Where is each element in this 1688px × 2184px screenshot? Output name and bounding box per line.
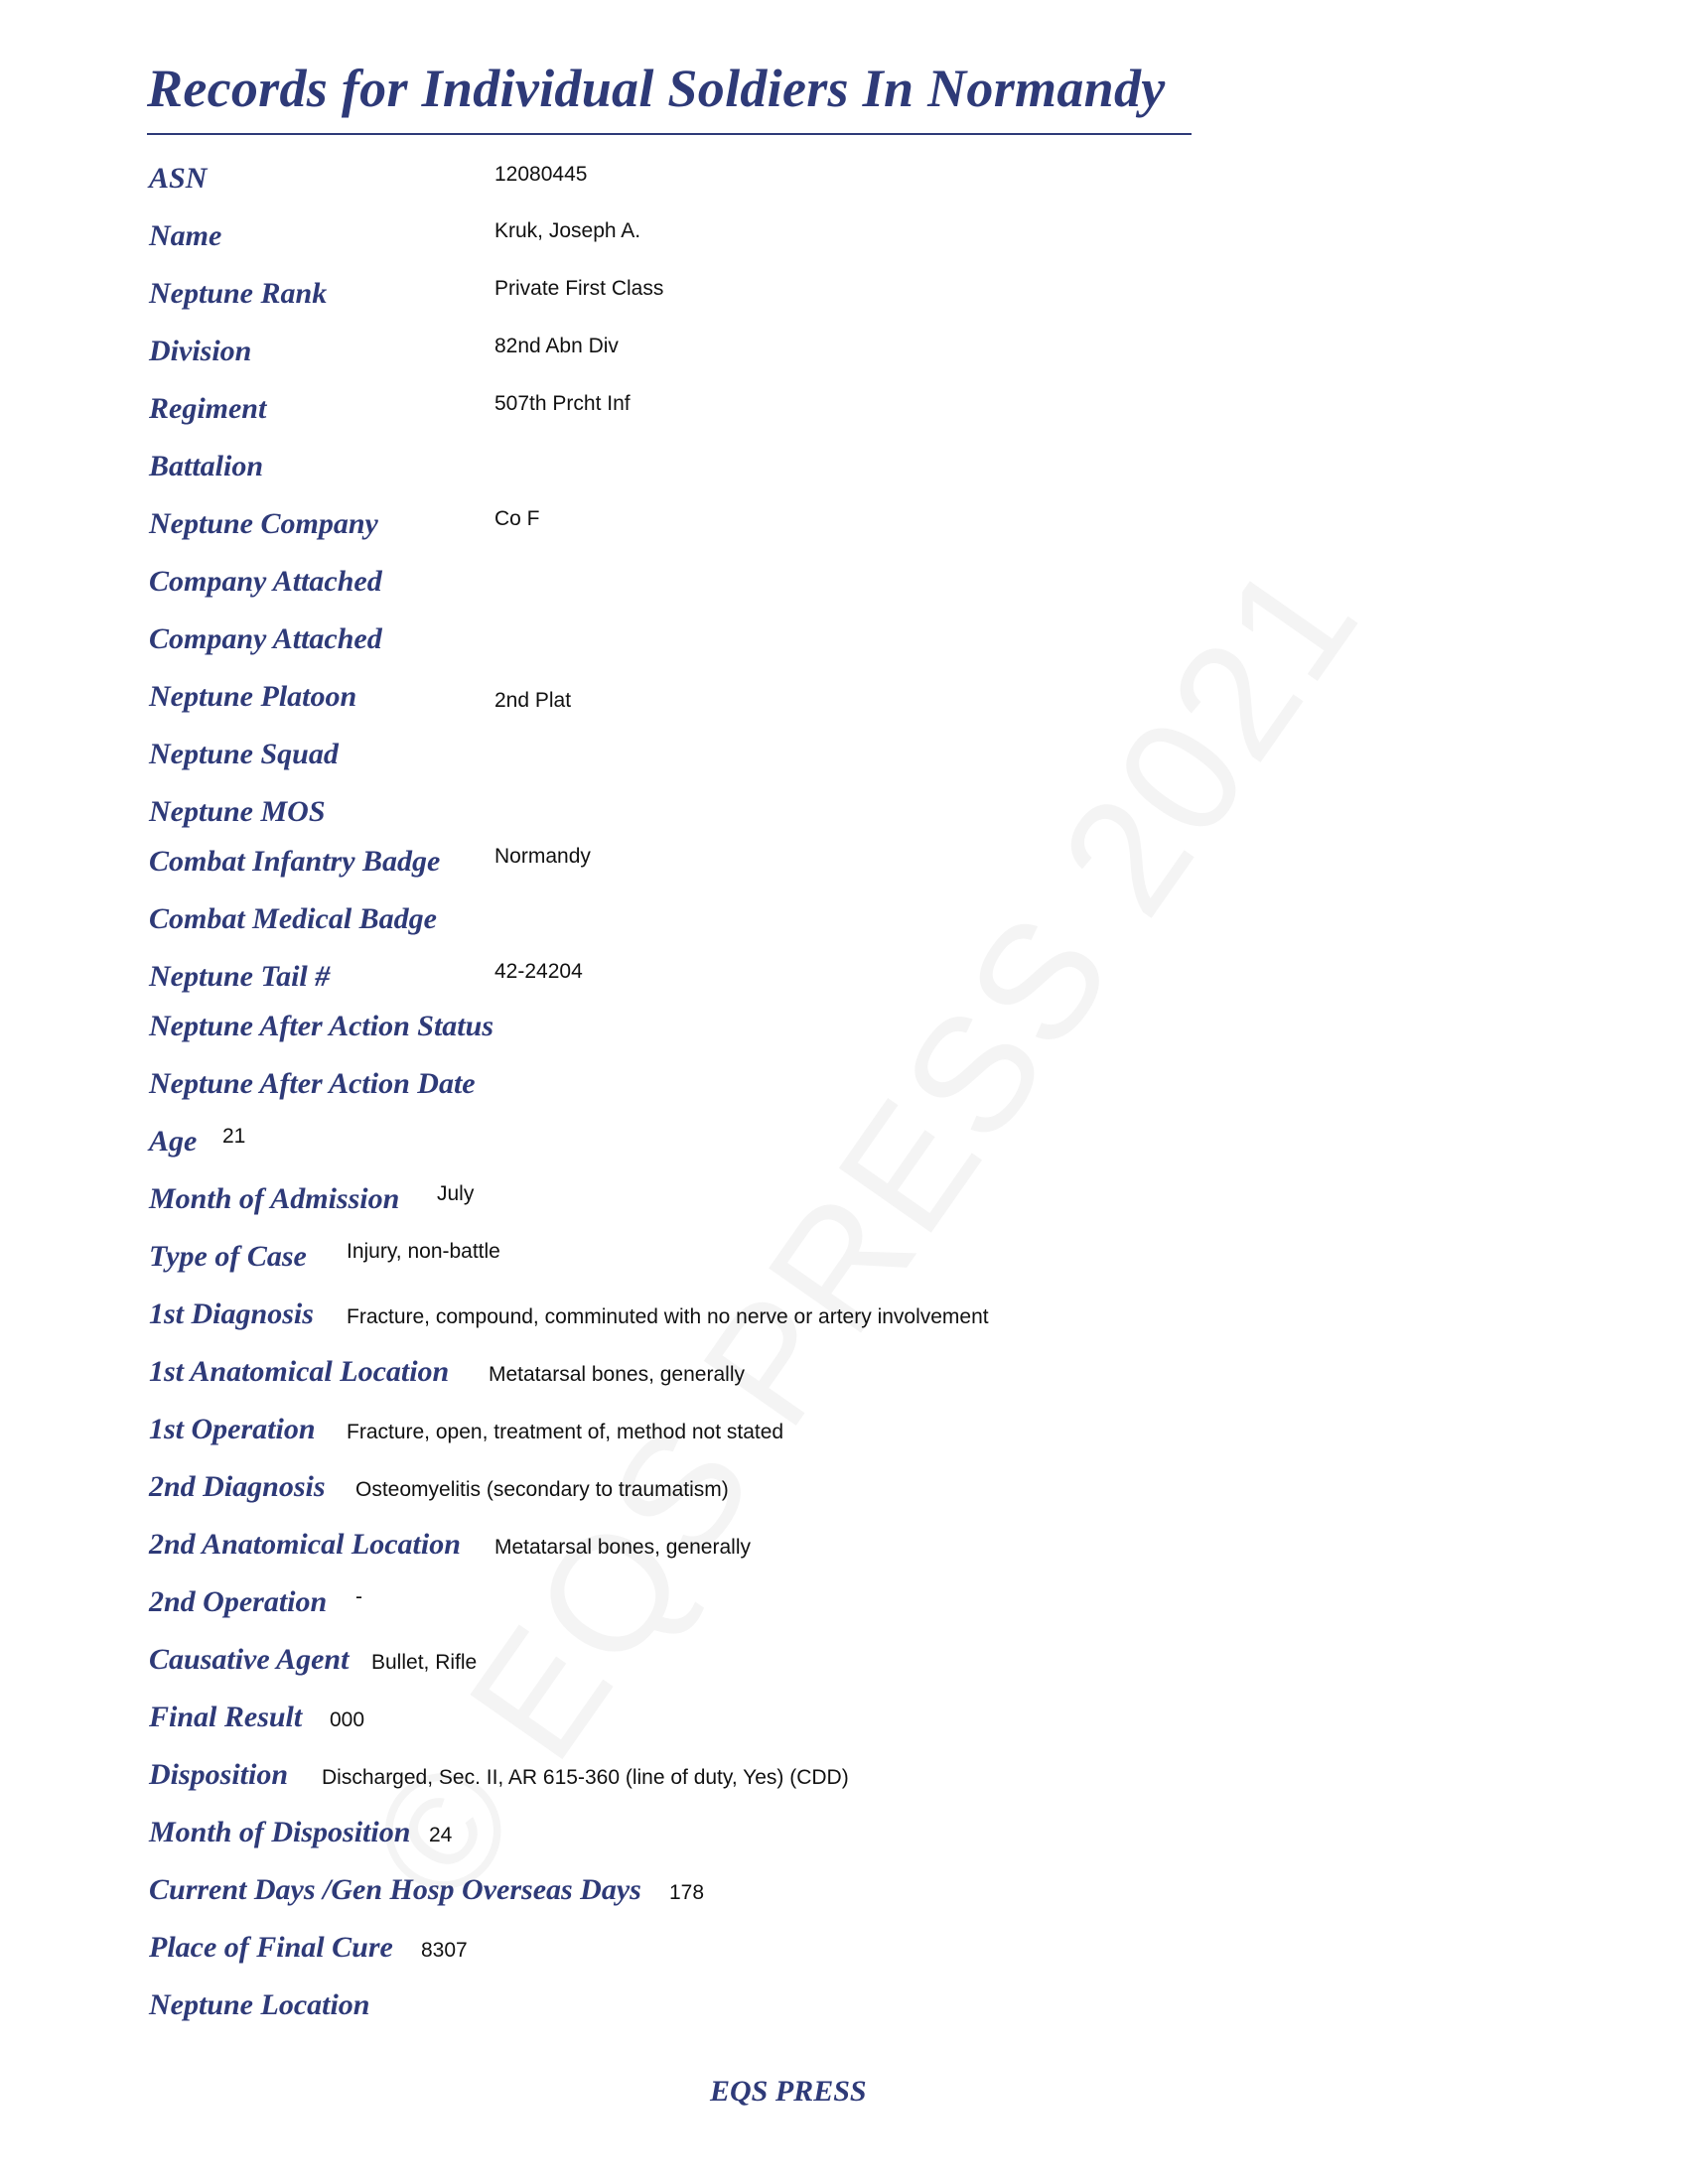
label-month-of-admission: Month of Admission [149,1182,400,1215]
label-disposition: Disposition [149,1758,289,1791]
value-division: 82nd Abn Div [494,335,619,357]
label-neptune-platoon: Neptune Platoon [149,680,357,713]
label-company-attached-2: Company Attached [149,622,382,655]
title-underline [147,133,1192,135]
label-type-of-case: Type of Case [149,1240,307,1273]
label-anatomical-location-1: 1st Anatomical Location [149,1355,450,1388]
label-asn: ASN [149,162,208,195]
value-asn: 12080445 [494,163,588,186]
label-hosp-days: Current Days /Gen Hosp Overseas Days [149,1873,641,1906]
value-regiment: 507th Prcht Inf [494,392,631,415]
value-operation-1: Fracture, open, treatment of, method not stated [347,1421,784,1443]
label-battalion: Battalion [149,450,264,482]
label-company-attached-1: Company Attached [149,565,382,598]
value-hosp-days: 178 [669,1881,705,1904]
label-neptune-mos: Neptune MOS [149,795,326,828]
value-type-of-case: Injury, non-battle [347,1240,500,1263]
value-final-result: 000 [330,1708,365,1731]
footer-publisher: EQS PRESS [710,2075,867,2108]
label-operation-1: 1st Operation [149,1413,316,1445]
value-place-of-final-cure: 8307 [421,1939,468,1962]
label-name: Name [149,219,222,252]
label-final-result: Final Result [149,1701,303,1733]
value-neptune-tail: 42-24204 [494,960,583,983]
label-place-of-final-cure: Place of Final Cure [149,1931,393,1964]
value-age: 21 [222,1125,246,1148]
label-after-action-status: Neptune After Action Status [149,1010,493,1042]
label-diagnosis-2: 2nd Diagnosis [149,1470,326,1503]
label-diagnosis-1: 1st Diagnosis [149,1297,314,1330]
value-neptune-company: Co F [494,507,540,530]
value-operation-2: - [355,1585,362,1608]
value-month-of-disposition: 24 [429,1824,453,1846]
value-name: Kruk, Joseph A. [494,219,641,242]
label-neptune-rank: Neptune Rank [149,277,328,310]
value-disposition: Discharged, Sec. II, AR 615-360 (line of duty, Yes) (CDD) [322,1766,849,1789]
watermark [332,527,1395,1934]
label-neptune-company: Neptune Company [149,507,378,540]
value-diagnosis-1: Fracture, compound, comminuted with no nerve or artery involvement [347,1305,989,1328]
value-combat-infantry-badge: Normandy [494,845,591,868]
label-anatomical-location-2: 2nd Anatomical Location [149,1528,461,1561]
label-month-of-disposition: Month of Disposition [149,1816,411,1848]
label-division: Division [149,335,252,367]
label-regiment: Regiment [149,392,267,425]
value-causative-agent: Bullet, Rifle [371,1651,478,1674]
label-causative-agent: Causative Agent [149,1643,350,1676]
value-anatomical-location-2: Metatarsal bones, generally [494,1536,751,1559]
page-title: Records for Individual Soldiers In Normandy [147,59,1166,118]
value-diagnosis-2: Osteomyelitis (secondary to traumatism) [355,1478,729,1501]
value-anatomical-location-1: Metatarsal bones, generally [489,1363,745,1386]
value-neptune-platoon: 2nd Plat [494,689,572,712]
value-neptune-rank: Private First Class [494,277,664,300]
label-after-action-date: Neptune After Action Date [149,1067,476,1100]
label-neptune-squad: Neptune Squad [149,738,339,770]
label-neptune-tail: Neptune Tail # [149,960,331,993]
label-combat-medical-badge: Combat Medical Badge [149,902,437,935]
label-operation-2: 2nd Operation [149,1585,328,1618]
value-month-of-admission: July [437,1182,475,1205]
label-age: Age [149,1125,198,1158]
label-neptune-location: Neptune Location [149,1988,370,2021]
label-combat-infantry-badge: Combat Infantry Badge [149,845,441,878]
